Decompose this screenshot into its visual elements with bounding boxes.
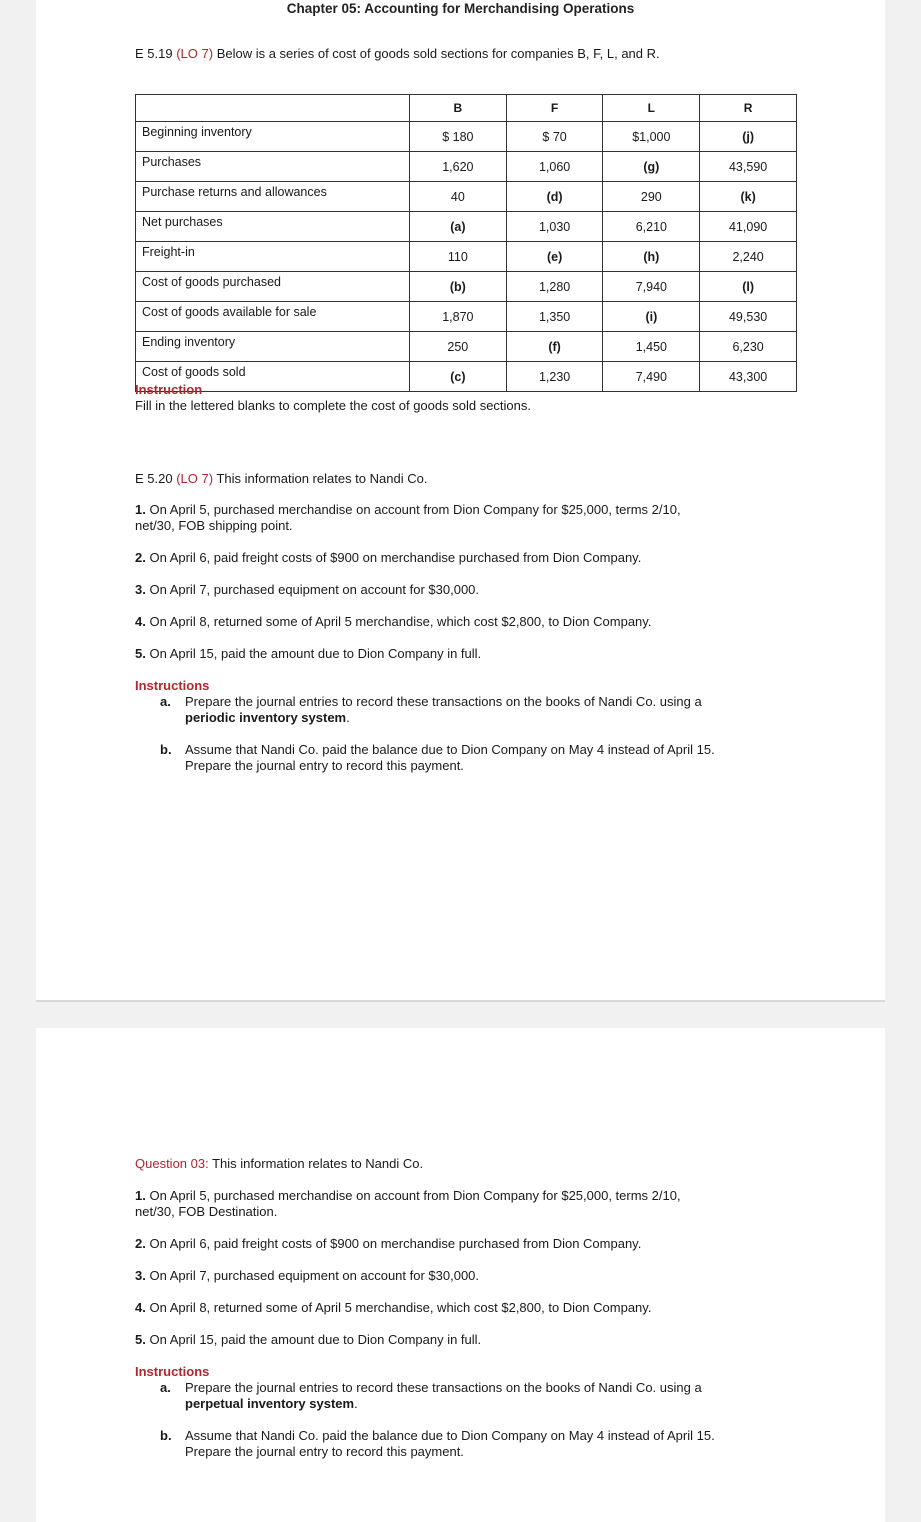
e520-instruction-a: a. Prepare the journal entries to record these transactions on the books of Nandi Co. using a periodic inventory system. bbox=[160, 694, 702, 725]
table-row bbox=[136, 122, 797, 152]
e520-code: E 5.20 bbox=[135, 471, 173, 486]
table-cell: (h) bbox=[603, 242, 700, 272]
q03-item-3-num: 3. bbox=[135, 1268, 146, 1283]
e520-item-3-num: 3. bbox=[135, 582, 146, 597]
table-cell: (f) bbox=[506, 332, 603, 362]
e519-lo: (LO 7) bbox=[176, 46, 214, 61]
e520-instruction-a-mark: a. bbox=[160, 694, 171, 709]
q03-instruction-b bbox=[135, 1428, 795, 1460]
e520-instruction-b bbox=[135, 742, 795, 774]
table-cell: 1,060 bbox=[506, 152, 603, 182]
e519-instruction-heading: Instruction bbox=[135, 382, 203, 397]
cogs-table bbox=[135, 94, 797, 392]
q03-code: Question 03: bbox=[135, 1156, 209, 1171]
table-header-f: F bbox=[506, 95, 603, 122]
q03-instruction-a: a. Prepare the journal entries to record these transactions on the books of Nandi Co. using a perpetual inventory system. bbox=[160, 1380, 702, 1411]
q03-instructions bbox=[135, 1364, 795, 1460]
table-cell: $ 70 bbox=[506, 122, 603, 152]
q03-instruction-a-text: Prepare the journal entries to record these transactions on the books of Nandi Co. using a bbox=[185, 1380, 702, 1395]
e520-intro-text: This information relates to Nandi Co. bbox=[216, 471, 428, 486]
e520-item-4-num: 4. bbox=[135, 614, 146, 629]
row-label: Freight-in bbox=[136, 242, 410, 272]
e520-instruction-b-text: Assume that Nandi Co. paid the balance due to Dion Company on May 4 instead of April 15. bbox=[185, 742, 715, 757]
e520-item-3-text: On April 7, purchased equipment on account for $30,000. bbox=[149, 582, 480, 597]
e520-item-4 bbox=[135, 614, 795, 630]
table-cell: (j) bbox=[700, 122, 797, 152]
e520-instruction-b-mark: b. bbox=[160, 742, 172, 757]
e520-item-2 bbox=[135, 550, 795, 566]
e520-instruction-a-bold: periodic inventory system bbox=[185, 710, 347, 725]
table-cell: (c) bbox=[409, 362, 506, 392]
table-row bbox=[136, 212, 797, 242]
q03-instructions-heading: Instructions bbox=[135, 1364, 210, 1379]
page-1 bbox=[36, 0, 885, 1002]
table-cell: 1,230 bbox=[506, 362, 603, 392]
table-cell: 250 bbox=[409, 332, 506, 362]
q03-item-5 bbox=[135, 1332, 795, 1348]
q03-item-1-text2: net/30, FOB Destination. bbox=[135, 1204, 278, 1219]
e520-instructions bbox=[135, 678, 795, 774]
row-label: Purchase returns and allowances bbox=[136, 182, 410, 212]
e519-code: E 5.19 bbox=[135, 46, 173, 61]
table-cell: 1,870 bbox=[409, 302, 506, 332]
e520-lo: (LO 7) bbox=[176, 471, 214, 486]
table-cell: 40 bbox=[409, 182, 506, 212]
table-row bbox=[136, 332, 797, 362]
e519-intro bbox=[135, 46, 795, 62]
table-row bbox=[136, 242, 797, 272]
e520-item-1-num: 1. bbox=[135, 502, 146, 517]
q03-intro-text: This information relates to Nandi Co. bbox=[212, 1156, 424, 1171]
q03-item-2 bbox=[135, 1236, 795, 1252]
table-cell: 1,620 bbox=[409, 152, 506, 182]
q03-item-1-num: 1. bbox=[135, 1188, 146, 1203]
row-label: Beginning inventory bbox=[136, 122, 410, 152]
q03-instruction-b-text2: Prepare the journal entry to record this payment. bbox=[185, 1444, 464, 1459]
table-cell: 49,530 bbox=[700, 302, 797, 332]
q03-intro bbox=[135, 1156, 795, 1172]
table-cell: 2,240 bbox=[700, 242, 797, 272]
row-label: Cost of goods purchased bbox=[136, 272, 410, 302]
table-cell: (b) bbox=[409, 272, 506, 302]
e520-item-1-text: On April 5, purchased merchandise on account from Dion Company for $25,000, terms 2/10, bbox=[149, 502, 681, 517]
e520-item-4-text: On April 8, returned some of April 5 merchandise, which cost $2,800, to Dion Company. bbox=[149, 614, 652, 629]
e520-intro bbox=[135, 471, 795, 487]
row-label: Ending inventory bbox=[136, 332, 410, 362]
e520-item-1-text2: net/30, FOB shipping point. bbox=[135, 518, 293, 533]
table-cell: (e) bbox=[506, 242, 603, 272]
q03-item-3 bbox=[135, 1268, 795, 1284]
q03-item-4-num: 4. bbox=[135, 1300, 146, 1315]
e520-item-5-text: On April 15, paid the amount due to Dion Company in full. bbox=[149, 646, 482, 661]
e519-text: Below is a series of cost of goods sold sections for companies B, F, L, and R. bbox=[216, 46, 660, 61]
q03-item-3-text: On April 7, purchased equipment on account for $30,000. bbox=[149, 1268, 480, 1283]
q03-item-5-text: On April 15, paid the amount due to Dion Company in full. bbox=[149, 1332, 482, 1347]
table-cell: 43,300 bbox=[700, 362, 797, 392]
table-header-row bbox=[136, 95, 797, 122]
table-row bbox=[136, 272, 797, 302]
table-row bbox=[136, 182, 797, 212]
table-cell: $ 180 bbox=[409, 122, 506, 152]
page-2 bbox=[36, 1028, 885, 1522]
e520-item-5 bbox=[135, 646, 795, 662]
table-cell: 7,940 bbox=[603, 272, 700, 302]
table-cell: $1,000 bbox=[603, 122, 700, 152]
table-header-l: L bbox=[603, 95, 700, 122]
table-header-r: R bbox=[700, 95, 797, 122]
table-cell: 1,450 bbox=[603, 332, 700, 362]
table-row bbox=[136, 302, 797, 332]
row-label: Cost of goods available for sale bbox=[136, 302, 410, 332]
table-cell: (k) bbox=[700, 182, 797, 212]
e520-instruction-a-text: Prepare the journal entries to record these transactions on the books of Nandi Co. using a bbox=[185, 694, 702, 709]
table-cell: 1,350 bbox=[506, 302, 603, 332]
e519-instruction bbox=[135, 382, 795, 414]
table-cell: 1,280 bbox=[506, 272, 603, 302]
e520-item-5-num: 5. bbox=[135, 646, 146, 661]
table-cell: (g) bbox=[603, 152, 700, 182]
e520-item-2-num: 2. bbox=[135, 550, 146, 565]
e520-instructions-heading: Instructions bbox=[135, 678, 210, 693]
q03-item-4 bbox=[135, 1300, 795, 1316]
e520-item-3 bbox=[135, 582, 795, 598]
row-label: Cost of goods sold bbox=[136, 362, 410, 392]
table-header-b: B bbox=[409, 95, 506, 122]
table-cell: 41,090 bbox=[700, 212, 797, 242]
e520-item-1 bbox=[135, 502, 795, 534]
table-cell: 110 bbox=[409, 242, 506, 272]
e520-item-2-text: On April 6, paid freight costs of $900 on merchandise purchased from Dion Company. bbox=[149, 550, 642, 565]
q03-instruction-a-mark: a. bbox=[160, 1380, 171, 1395]
chapter-title: Chapter 05: Accounting for Merchandising Operations bbox=[286, 1, 635, 16]
table-cell: 7,490 bbox=[603, 362, 700, 392]
e520-instruction-b-text2: Prepare the journal entry to record this payment. bbox=[185, 758, 464, 773]
q03-item-1-text: On April 5, purchased merchandise on account from Dion Company for $25,000, terms 2/10, bbox=[149, 1188, 681, 1203]
table-cell: 43,590 bbox=[700, 152, 797, 182]
table-cell: (d) bbox=[506, 182, 603, 212]
table-row bbox=[136, 152, 797, 182]
table-cell: 6,230 bbox=[700, 332, 797, 362]
table-cell: 6,210 bbox=[603, 212, 700, 242]
table-cell: 1,030 bbox=[506, 212, 603, 242]
table-header-blank bbox=[136, 95, 410, 122]
q03-instruction-b-mark: b. bbox=[160, 1428, 172, 1443]
q03-item-2-text: On April 6, paid freight costs of $900 on merchandise purchased from Dion Company. bbox=[149, 1236, 642, 1251]
q03-item-5-num: 5. bbox=[135, 1332, 146, 1347]
table-cell: 290 bbox=[603, 182, 700, 212]
row-label: Purchases bbox=[136, 152, 410, 182]
e519-instruction-text: Fill in the lettered blanks to complete the cost of goods sold sections. bbox=[135, 398, 531, 413]
table-cell: (l) bbox=[700, 272, 797, 302]
q03-item-1 bbox=[135, 1188, 795, 1220]
q03-item-4-text: On April 8, returned some of April 5 merchandise, which cost $2,800, to Dion Company. bbox=[149, 1300, 652, 1315]
q03-instruction-b-text: Assume that Nandi Co. paid the balance due to Dion Company on May 4 instead of April 15. bbox=[185, 1428, 715, 1443]
table-cell: (a) bbox=[409, 212, 506, 242]
q03-instruction-a-bold: perpetual inventory system bbox=[185, 1396, 355, 1411]
row-label: Net purchases bbox=[136, 212, 410, 242]
table-cell: (i) bbox=[603, 302, 700, 332]
q03-item-2-num: 2. bbox=[135, 1236, 146, 1251]
